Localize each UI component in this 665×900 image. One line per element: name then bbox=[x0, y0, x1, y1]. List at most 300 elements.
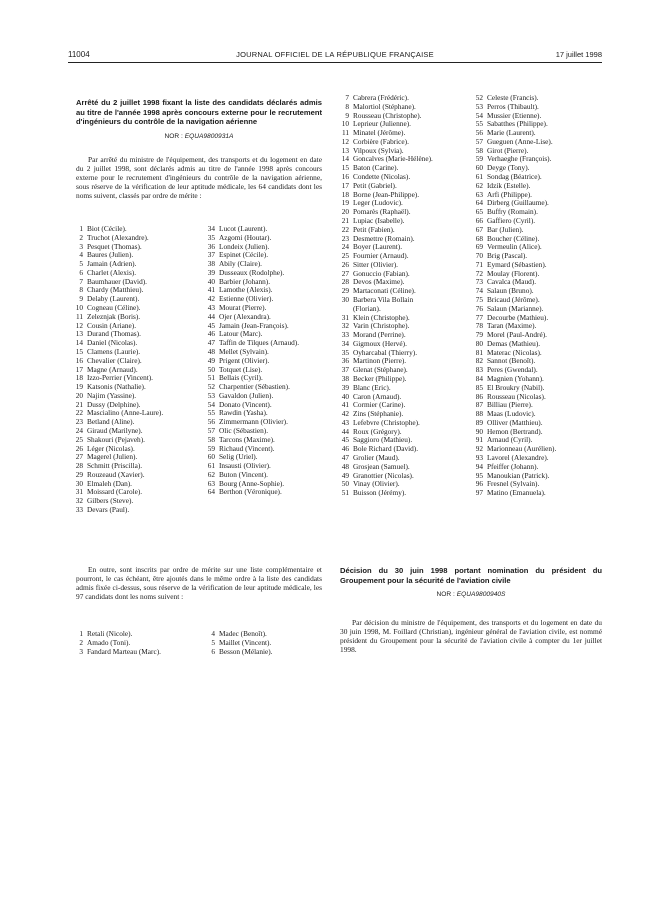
rank-number: 12 bbox=[341, 136, 349, 146]
candidate-name: Rousseau (Christophe). bbox=[353, 110, 422, 120]
decision-title: Décision du 30 juin 1998 portant nomination du président du Groupement pour la sécurité de l'aviation civile bbox=[340, 566, 602, 585]
list-item bbox=[68, 506, 200, 515]
rank-number: 4 bbox=[211, 629, 215, 638]
candidate-name: Betland (Aline). bbox=[87, 417, 135, 427]
candidate-name: Martinon (Pierre). bbox=[353, 356, 407, 366]
rank-number: 7 bbox=[345, 93, 349, 102]
candidate-name: Desmettre (Romain). bbox=[353, 233, 415, 243]
rank-number: 42 bbox=[341, 409, 349, 419]
candidate-name: Moissard (Carole). bbox=[87, 487, 143, 497]
complementary-paragraph: En outre, sont inscrits par ordre de mérite sur une liste complémentaire et pourront, le cas échéant, être ajoutés dans le même ordre à la liste des candidats admis fixée ci-dessus, sous réserve de la vérification de leur aptitude médicale, les 97 candidats dont les noms suivent : bbox=[76, 565, 322, 601]
rank-number: 82 bbox=[475, 356, 483, 366]
rank-number: 75 bbox=[475, 294, 483, 304]
rank-number: 71 bbox=[475, 259, 483, 269]
rank-number: 16 bbox=[75, 355, 83, 365]
rank-number: 6 bbox=[211, 646, 215, 656]
rank-number: 34 bbox=[341, 338, 349, 348]
page-number: 11004 bbox=[68, 50, 90, 59]
candidate-name: Lefebvre (Christophe). bbox=[353, 417, 420, 427]
candidate-name: Lupiac (Isabelle). bbox=[353, 215, 405, 225]
candidate-name: Taffin de Tilques (Arnaud). bbox=[219, 338, 300, 348]
candidate-name: Peres (Gwendal). bbox=[487, 365, 538, 375]
candidate-name: Latour (Marc). bbox=[219, 329, 263, 339]
rank-number: 76 bbox=[475, 303, 483, 313]
candidate-name: Granottier (Nicolas). bbox=[353, 470, 414, 480]
rank-number: 19 bbox=[341, 198, 349, 208]
rank-number: 63 bbox=[475, 189, 483, 199]
candidate-name: Durand (Thomas). bbox=[87, 329, 141, 339]
candidate-name: Grolier (Maud). bbox=[353, 453, 400, 463]
rank-number: 23 bbox=[75, 417, 83, 427]
candidate-name: Rawdin (Yasha). bbox=[219, 408, 268, 418]
candidate-name: Pfeiffer (Johann). bbox=[487, 461, 539, 471]
rank-number: 15 bbox=[341, 163, 349, 173]
candidate-name: Bar (Julien). bbox=[487, 224, 524, 234]
rank-number: 36 bbox=[341, 356, 349, 366]
candidate-name: Charpentier (Sébastien). bbox=[219, 382, 290, 392]
candidate-name: Baumhauer (David). bbox=[87, 276, 147, 286]
list-item bbox=[200, 648, 335, 657]
candidate-name: Olliver (Matthieu). bbox=[487, 417, 543, 427]
candidate-name: Petit (Gabriel). bbox=[353, 180, 397, 190]
rank-number: 63 bbox=[207, 478, 215, 488]
rank-number: 54 bbox=[475, 110, 483, 120]
candidate-name: Sabatthes (Philippe). bbox=[487, 119, 548, 129]
rank-number: 10 bbox=[75, 303, 83, 313]
page-header bbox=[68, 50, 602, 66]
header-rule bbox=[68, 62, 602, 63]
candidate-name: Billiau (Pierre). bbox=[487, 400, 533, 410]
rank-number: 48 bbox=[341, 461, 349, 471]
rank-number: 22 bbox=[75, 408, 83, 418]
candidate-name: Sitter (Olivier). bbox=[353, 259, 398, 269]
rank-number: 57 bbox=[207, 425, 215, 435]
candidate-name: Arnaud (Cyril). bbox=[487, 435, 533, 445]
issue-date: 17 juillet 1998 bbox=[555, 50, 602, 59]
rank-number: 45 bbox=[341, 435, 349, 445]
rank-number: 49 bbox=[207, 355, 215, 365]
rank-number: 20 bbox=[341, 207, 349, 217]
rank-number: 60 bbox=[207, 452, 215, 462]
candidate-name: Chevalier (Claire). bbox=[87, 355, 142, 365]
candidate-name: Najim (Yassine). bbox=[87, 390, 137, 400]
rank-number: 18 bbox=[75, 373, 83, 383]
rank-number: 55 bbox=[475, 119, 483, 129]
candidate-name: Sondag (Béatrice). bbox=[487, 172, 542, 182]
rank-number: 83 bbox=[475, 365, 483, 375]
rank-number: 35 bbox=[207, 232, 215, 242]
candidate-name: Baures (Julien). bbox=[87, 250, 134, 260]
candidate-name: Marie (Laurent). bbox=[487, 128, 536, 138]
rank-number: 14 bbox=[341, 154, 349, 164]
candidate-name: Grosjean (Samuel). bbox=[353, 461, 410, 471]
candidate-name: Cabrera (Frédéric). bbox=[353, 93, 409, 102]
rank-number: 25 bbox=[75, 434, 83, 444]
rank-number: 4 bbox=[79, 250, 83, 260]
candidate-name: Corbière (Fabrice). bbox=[353, 136, 409, 146]
candidate-name: Leprieur (Julienne). bbox=[353, 119, 411, 129]
candidate-name: Espinet (Cécile). bbox=[219, 250, 269, 260]
rank-number: 47 bbox=[341, 453, 349, 463]
rank-number: 93 bbox=[475, 453, 483, 463]
candidate-name: Cogneau (Céline). bbox=[87, 303, 141, 313]
candidate-name: Gueguen (Anne-Lise). bbox=[487, 136, 553, 146]
rank-number: 62 bbox=[475, 180, 483, 190]
rank-number: 28 bbox=[341, 277, 349, 287]
candidate-name: Giraud (Marilyne). bbox=[87, 425, 143, 435]
rank-number: 91 bbox=[475, 435, 483, 445]
rank-number: 49 bbox=[341, 470, 349, 480]
candidate-name: Hemon (Bertrand). bbox=[487, 426, 543, 436]
rank-number: 37 bbox=[341, 365, 349, 375]
candidate-name: Brig (Pascal). bbox=[487, 251, 528, 261]
rank-number: 9 bbox=[345, 110, 349, 120]
rank-number: 39 bbox=[207, 267, 215, 277]
candidate-name: Condette (Nicolas). bbox=[353, 172, 411, 182]
rank-number: 95 bbox=[475, 470, 483, 480]
rank-number: 30 bbox=[75, 478, 83, 488]
candidate-name: Shakouri (Pejaveh). bbox=[87, 434, 145, 444]
rank-number: 85 bbox=[475, 382, 483, 392]
list-item bbox=[68, 648, 200, 657]
candidate-name: Gaffiero (Cyril). bbox=[487, 215, 536, 225]
rank-number: 52 bbox=[207, 382, 215, 392]
candidate-name: Becker (Philippe). bbox=[353, 374, 407, 383]
rank-number: 92 bbox=[475, 444, 483, 454]
rank-number: 57 bbox=[475, 136, 483, 146]
rank-number: 16 bbox=[341, 172, 349, 182]
candidate-name: Leger (Ludovic). bbox=[353, 198, 403, 208]
rank-number: 31 bbox=[341, 312, 349, 322]
rank-number: 13 bbox=[75, 329, 83, 339]
rank-number: 30 bbox=[341, 294, 349, 304]
candidate-name: Saggioro (Mathieu). bbox=[353, 435, 413, 445]
candidate-name: Richaud (Vincent). bbox=[219, 443, 275, 453]
rank-number: 8 bbox=[79, 285, 83, 295]
rank-number: 46 bbox=[207, 329, 215, 339]
candidate-name: Buffry (Romain). bbox=[487, 207, 538, 217]
rank-number: 90 bbox=[475, 426, 483, 436]
journal-title: JOURNAL OFFICIEL DE LA RÉPUBLIQUE FRANÇAISE bbox=[236, 50, 434, 59]
admitted-list-part2 bbox=[200, 225, 335, 497]
rank-number: 96 bbox=[475, 479, 483, 489]
candidate-name: Delaby (Laurent). bbox=[87, 294, 140, 304]
candidate-name: Olic (Sébastien). bbox=[219, 425, 269, 435]
candidate-name: Cormier (Carine). bbox=[353, 400, 406, 410]
rank-number: 77 bbox=[475, 312, 483, 322]
rank-number: 29 bbox=[75, 469, 83, 479]
candidate-name: Lucot (Laurent). bbox=[219, 224, 268, 233]
rank-number: 11 bbox=[341, 128, 349, 138]
arrete-nor bbox=[76, 133, 322, 140]
rank-number: 33 bbox=[75, 505, 83, 514]
rank-number: 80 bbox=[475, 338, 483, 348]
candidate-name: Elmaleh (Dan). bbox=[87, 478, 132, 488]
candidate-name: Materac (Nicolas). bbox=[487, 347, 542, 357]
rank-number: 81 bbox=[475, 347, 483, 357]
candidate-name: Eymard (Sébastien). bbox=[487, 259, 547, 269]
rank-number: 53 bbox=[475, 101, 483, 111]
rank-number: 62 bbox=[207, 469, 215, 479]
candidate-name: Borne (Jean-Philippe). bbox=[353, 189, 420, 199]
candidate-name: Devars (Paul). bbox=[87, 505, 130, 514]
rank-number: 41 bbox=[341, 400, 349, 410]
candidate-name: Maillet (Vincent). bbox=[219, 637, 272, 647]
rank-number: 67 bbox=[475, 224, 483, 234]
candidate-name: Gilbers (Steve). bbox=[87, 496, 134, 506]
candidate-name: Goncalves (Marie-Hélène). bbox=[353, 154, 433, 164]
rank-number: 50 bbox=[341, 479, 349, 489]
rank-number: 13 bbox=[341, 145, 349, 155]
candidate-name: Vilpoux (Sylvia). bbox=[353, 145, 404, 155]
candidate-name: Martaconati (Céline). bbox=[353, 286, 416, 296]
candidate-name: Cavalca (Maud). bbox=[487, 277, 537, 287]
candidate-name: Fournier (Arnaud). bbox=[353, 251, 409, 261]
candidate-name: Insausti (Olivier). bbox=[219, 461, 271, 471]
rank-number: 24 bbox=[75, 425, 83, 435]
candidate-name: Arfi (Philippe). bbox=[487, 189, 532, 199]
rank-number: 55 bbox=[207, 408, 215, 418]
rank-number: 79 bbox=[475, 330, 483, 340]
rank-number: 29 bbox=[341, 286, 349, 296]
candidate-name: Gonuccio (Fabian). bbox=[353, 268, 410, 278]
rank-number: 58 bbox=[207, 434, 215, 444]
candidate-name: Fandard Marteau (Marc). bbox=[87, 646, 161, 656]
candidate-name: Pesquet (Thomas). bbox=[87, 241, 142, 251]
rank-number: 43 bbox=[207, 303, 215, 313]
rank-number: 60 bbox=[475, 163, 483, 173]
rank-number: 54 bbox=[207, 399, 215, 409]
candidate-name: Berthon (Véronique). bbox=[219, 487, 282, 497]
rank-number: 40 bbox=[341, 391, 349, 401]
rank-number: 23 bbox=[341, 233, 349, 243]
candidate-name: Biot (Cécile). bbox=[87, 224, 127, 233]
rank-number: 53 bbox=[207, 390, 215, 400]
arrete-section bbox=[76, 98, 322, 140]
candidate-name: Chardy (Matthieu). bbox=[87, 285, 144, 295]
candidate-name: Verhaeghe (François). bbox=[487, 154, 552, 164]
candidate-name: Magne (Arnaud). bbox=[87, 364, 138, 374]
rank-number: 59 bbox=[475, 154, 483, 164]
candidate-name: Taran (Maxime). bbox=[487, 321, 537, 331]
rank-number: 87 bbox=[475, 400, 483, 410]
candidate-name: Roux (Grégory). bbox=[353, 426, 402, 436]
candidate-name: Sannot (Benoît). bbox=[487, 356, 536, 366]
rank-number: 51 bbox=[207, 373, 215, 383]
rank-number: 5 bbox=[79, 259, 83, 269]
complementary-list-part1 bbox=[68, 630, 200, 656]
rank-number: 45 bbox=[207, 320, 215, 330]
candidate-name: Tarcons (Maxime). bbox=[219, 434, 275, 444]
candidate-name: Barbier (Johann). bbox=[219, 276, 271, 286]
rank-number: 38 bbox=[341, 374, 349, 383]
candidate-name: Mascialino (Anne-Laure). bbox=[87, 408, 164, 418]
candidate-name: Clamens (Laurie). bbox=[87, 346, 141, 356]
candidate-name: Minatel (Jérôme). bbox=[353, 128, 406, 138]
rank-number: 25 bbox=[341, 251, 349, 261]
rank-number: 61 bbox=[475, 172, 483, 182]
rank-number: 86 bbox=[475, 391, 483, 401]
candidate-name: Salaun (Bruno). bbox=[487, 286, 534, 296]
rank-number: 21 bbox=[341, 215, 349, 225]
candidate-name: Mellet (Sylvain). bbox=[219, 346, 269, 356]
candidate-name: Bourg (Anne-Sophie). bbox=[219, 478, 285, 488]
candidate-name: Glenat (Stéphane). bbox=[353, 365, 408, 375]
candidate-name: Dusseaux (Rodolphe). bbox=[219, 267, 285, 277]
rank-number: 68 bbox=[475, 233, 483, 243]
rank-number: 64 bbox=[475, 198, 483, 208]
rank-number: 26 bbox=[341, 259, 349, 269]
rank-number: 1 bbox=[79, 224, 83, 233]
rank-number: 58 bbox=[475, 145, 483, 155]
candidate-name: Boyer (Laurent). bbox=[353, 242, 403, 252]
rank-number: 44 bbox=[341, 426, 349, 436]
rank-number: 73 bbox=[475, 277, 483, 287]
candidate-name: Manoukian (Patrick). bbox=[487, 470, 550, 480]
rank-number: 39 bbox=[341, 382, 349, 392]
candidate-name: Charlet (Alexis). bbox=[87, 267, 137, 277]
decision-nor bbox=[340, 591, 602, 598]
candidate-name: Azgomi (Houtar). bbox=[219, 232, 272, 242]
complementary-list-part2 bbox=[200, 630, 335, 656]
rank-number: 24 bbox=[341, 242, 349, 252]
rank-number: 32 bbox=[75, 496, 83, 506]
candidate-name: Zeleznjak (Boris). bbox=[87, 311, 141, 321]
rank-number: 43 bbox=[341, 417, 349, 427]
rank-number: 15 bbox=[75, 346, 83, 356]
candidate-name: Prigent (Olivier). bbox=[219, 355, 270, 365]
nor-label: NOR : bbox=[164, 132, 183, 140]
rank-number: 20 bbox=[75, 390, 83, 400]
decision-section bbox=[340, 566, 602, 598]
rank-number: 3 bbox=[79, 646, 83, 656]
rank-number: 17 bbox=[75, 364, 83, 374]
rank-number: 14 bbox=[75, 338, 83, 348]
candidate-name: Deyge (Tony). bbox=[487, 163, 530, 173]
rank-number: 50 bbox=[207, 364, 215, 374]
candidate-name: Moulay (Florent). bbox=[487, 268, 540, 278]
rank-number: 61 bbox=[207, 461, 215, 471]
candidate-name: Baton (Carine). bbox=[353, 163, 399, 173]
candidate-name: Malortiol (Stéphane). bbox=[353, 101, 416, 111]
candidate-name: Decourbe (Mathieu). bbox=[487, 312, 549, 322]
candidate-name: Buton (Vincent). bbox=[219, 469, 269, 479]
rank-number: 1 bbox=[79, 629, 83, 638]
rank-number: 11 bbox=[75, 311, 83, 321]
candidate-name: Boucher (Céline). bbox=[487, 233, 540, 243]
rank-number: 21 bbox=[75, 399, 83, 409]
candidate-name: Jamain (Adrien). bbox=[87, 259, 137, 269]
candidate-name: Lavorel (Alexandre). bbox=[487, 453, 549, 463]
candidate-name: Petit (Fabien). bbox=[353, 224, 395, 234]
candidate-name: Klein (Christophe). bbox=[353, 312, 410, 322]
rank-number: 18 bbox=[341, 189, 349, 199]
candidate-name: Amado (Toni). bbox=[87, 637, 131, 647]
rank-number: 65 bbox=[475, 207, 483, 217]
rank-number: 47 bbox=[207, 338, 215, 348]
candidate-name: Izzo-Perrier (Vincent). bbox=[87, 373, 154, 383]
rank-number: 44 bbox=[207, 311, 215, 321]
candidate-name: Vermeulin (Alice). bbox=[487, 242, 542, 252]
complementary-list-part3 bbox=[334, 94, 470, 498]
rank-number: 17 bbox=[341, 180, 349, 190]
candidate-name: Bellais (Cyril). bbox=[219, 373, 263, 383]
rank-number: 72 bbox=[475, 268, 483, 278]
candidate-name: Morel (Paul-André). bbox=[487, 330, 547, 340]
rank-number: 9 bbox=[79, 294, 83, 304]
rank-number: 40 bbox=[207, 276, 215, 286]
candidate-name: Zimmermann (Olivier). bbox=[219, 417, 288, 427]
rank-number: 42 bbox=[207, 294, 215, 304]
rank-number: 66 bbox=[475, 215, 483, 225]
candidate-name: Gavaldon (Julien). bbox=[219, 390, 274, 400]
nor-label: NOR : bbox=[436, 591, 455, 599]
candidate-name: Estienne (Olivier). bbox=[219, 294, 274, 304]
candidate-name: Donato (Vincent). bbox=[219, 399, 272, 409]
rank-number: 69 bbox=[475, 242, 483, 252]
candidate-name: Buisson (Jérémy). bbox=[353, 488, 407, 498]
candidate-name: Morand (Perrine). bbox=[353, 330, 406, 340]
rank-number: 10 bbox=[341, 119, 349, 129]
candidate-name: Selig (Uriel). bbox=[219, 452, 258, 462]
candidate-name: Barbera Vila Bollain bbox=[353, 294, 414, 304]
rank-number: 27 bbox=[75, 452, 83, 462]
list-item bbox=[200, 488, 335, 497]
candidate-name: Madec (Benoît). bbox=[219, 629, 267, 638]
rank-number: 35 bbox=[341, 347, 349, 357]
rank-number: 84 bbox=[475, 374, 483, 383]
candidate-name: Rousseau (Nicolas). bbox=[487, 391, 546, 401]
candidate-name: Besson (Mélanie). bbox=[219, 646, 273, 656]
rank-number: 26 bbox=[75, 443, 83, 453]
rank-number: 2 bbox=[79, 232, 83, 242]
candidate-name: Magerel (Julien). bbox=[87, 452, 138, 462]
rank-number: 94 bbox=[475, 461, 483, 471]
candidate-name: Marionneau (Aurélien). bbox=[487, 444, 557, 454]
rank-number: 31 bbox=[75, 487, 83, 497]
rank-number: 37 bbox=[207, 250, 215, 260]
candidate-name: Lamothe (Alexis). bbox=[219, 285, 273, 295]
candidate-name: Oyharcabal (Thierry). bbox=[353, 347, 418, 357]
list-item bbox=[468, 489, 602, 498]
candidate-name: Vinay (Olivier). bbox=[353, 479, 400, 489]
candidate-name: Varin (Christophe). bbox=[353, 321, 410, 331]
rank-number: 56 bbox=[475, 128, 483, 138]
candidate-name: Totquet (Lise). bbox=[219, 364, 263, 374]
candidate-name: Retali (Nicole). bbox=[87, 629, 133, 638]
candidate-name: Pomarès (Raphaël). bbox=[353, 207, 411, 217]
rank-number: 78 bbox=[475, 321, 483, 331]
candidate-name: Mussier (Etienne). bbox=[487, 110, 542, 120]
candidate-name: Katsonis (Nathalie). bbox=[87, 382, 146, 392]
candidate-name: Magnien (Yohann). bbox=[487, 374, 544, 383]
candidate-name: Ojer (Alexandra). bbox=[219, 311, 271, 321]
rank-number: 41 bbox=[207, 285, 215, 295]
candidate-name: Daniel (Nicolas). bbox=[87, 338, 138, 348]
rank-number: 38 bbox=[207, 259, 215, 269]
complementary-list-part4 bbox=[468, 94, 602, 498]
candidate-name: Gigmoux (Hervé). bbox=[353, 338, 407, 348]
rank-number: 19 bbox=[75, 382, 83, 392]
admitted-list-part1 bbox=[68, 225, 200, 515]
rank-number: 7 bbox=[79, 276, 83, 286]
decision-paragraph: Par décision du ministre de l'équipement, des transports et du logement en date du 30 juin 1998, M. Foillard (Christian), ingénieur général de l'aviation civile, est nommé président du Groupement pour la sécurité de l'aviation civile à compter du 1er juillet 1998. bbox=[340, 618, 602, 654]
rank-number: 6 bbox=[79, 267, 83, 277]
candidate-name: Maas (Ludovic). bbox=[487, 409, 536, 419]
rank-number: 32 bbox=[341, 321, 349, 331]
candidate-name: Cousin (Ariane). bbox=[87, 320, 137, 330]
rank-number: 36 bbox=[207, 241, 215, 251]
